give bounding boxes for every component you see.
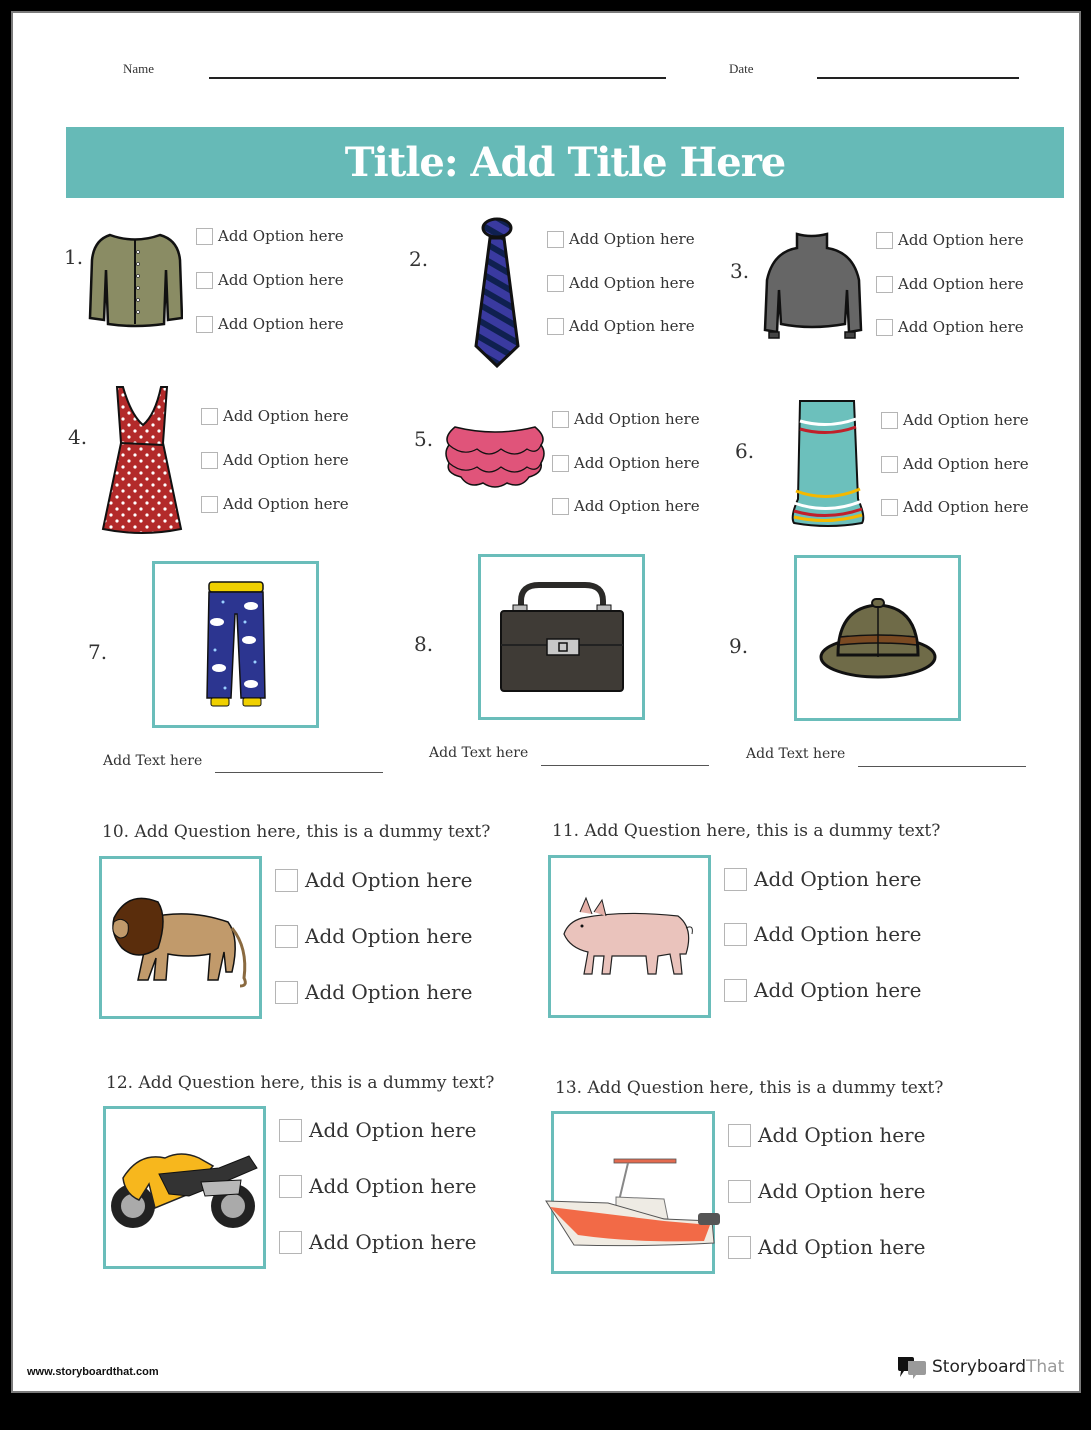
option-3-1[interactable]: Add Option here [876, 231, 1024, 249]
checkbox[interactable] [724, 979, 747, 1002]
checkbox[interactable] [728, 1124, 751, 1147]
option-11-2[interactable]: Add Option here [724, 922, 921, 946]
option-12-1[interactable]: Add Option here [279, 1118, 476, 1142]
item-number: 7. [88, 640, 108, 664]
option-12-3[interactable]: Add Option here [279, 1230, 476, 1254]
question-11: 11. Add Question here, this is a dummy text? [552, 821, 941, 841]
question-13: 13. Add Question here, this is a dummy text? [555, 1078, 944, 1098]
option-11-1[interactable]: Add Option here [724, 867, 921, 891]
checkbox[interactable] [552, 411, 569, 428]
option-5-1[interactable]: Add Option here [552, 410, 700, 428]
option-1-2[interactable]: Add Option here [196, 271, 344, 289]
tie-image [472, 216, 522, 368]
option-4-3[interactable]: Add Option here [201, 495, 349, 513]
checkbox[interactable] [876, 276, 893, 293]
checkbox[interactable] [552, 498, 569, 515]
option-2-3[interactable]: Add Option here [547, 317, 695, 335]
ruffle-skirt-image [443, 423, 548, 491]
option-5-2[interactable]: Add Option here [552, 454, 700, 472]
item-number: 6. [735, 439, 755, 463]
checkbox[interactable] [881, 499, 898, 516]
teal-skirt-image [788, 399, 868, 529]
dress-image [101, 385, 183, 535]
checkbox[interactable] [881, 412, 898, 429]
checkbox[interactable] [724, 923, 747, 946]
footer-url: www.storyboardthat.com [27, 1366, 159, 1378]
checkbox[interactable] [275, 981, 298, 1004]
answer-line-8[interactable] [541, 765, 709, 766]
question-12: 12. Add Question here, this is a dummy text? [106, 1073, 495, 1093]
option-5-3[interactable]: Add Option here [552, 497, 700, 515]
date-label: Date [729, 61, 754, 76]
pajama-pants-frame [152, 561, 319, 728]
option-13-3[interactable]: Add Option here [728, 1235, 925, 1259]
checkbox[interactable] [201, 496, 218, 513]
brand-that: That [1026, 1357, 1065, 1377]
checkbox[interactable] [279, 1175, 302, 1198]
option-1-1[interactable]: Add Option here [196, 227, 344, 245]
checkbox[interactable] [279, 1119, 302, 1142]
page-title: Title: Add Title Here [344, 139, 786, 186]
option-2-2[interactable]: Add Option here [547, 274, 695, 292]
pith-helmet-frame [794, 555, 961, 721]
checkbox[interactable] [876, 319, 893, 336]
checkbox[interactable] [196, 228, 213, 245]
item-number: 9. [729, 634, 749, 658]
motorcycle-frame [103, 1106, 266, 1269]
name-input-line[interactable] [209, 77, 666, 79]
checkbox[interactable] [547, 318, 564, 335]
checkbox[interactable] [552, 455, 569, 472]
option-3-3[interactable]: Add Option here [876, 318, 1024, 336]
item-number: 5. [414, 427, 434, 451]
checkbox[interactable] [196, 316, 213, 333]
checkbox[interactable] [275, 869, 298, 892]
item-number: 1. [64, 245, 84, 269]
name-label: Name [123, 61, 155, 76]
option-6-2[interactable]: Add Option here [881, 455, 1029, 473]
option-2-1[interactable]: Add Option here [547, 230, 695, 248]
option-10-2[interactable]: Add Option here [275, 924, 472, 948]
checkbox[interactable] [201, 452, 218, 469]
item-number: 8. [414, 632, 434, 656]
option-4-2[interactable]: Add Option here [201, 451, 349, 469]
checkbox[interactable] [547, 231, 564, 248]
item-number: 3. [730, 259, 750, 283]
fill-label: Add Text here [746, 746, 846, 762]
pig-frame [548, 855, 711, 1018]
option-13-2[interactable]: Add Option here [728, 1179, 925, 1203]
option-1-3[interactable]: Add Option here [196, 315, 344, 333]
fill-label: Add Text here [429, 745, 529, 761]
speech-bubbles-icon [896, 1355, 928, 1379]
checkbox[interactable] [275, 925, 298, 948]
option-4-1[interactable]: Add Option here [201, 407, 349, 425]
date-input-line[interactable] [817, 77, 1019, 79]
checkbox[interactable] [724, 868, 747, 891]
option-10-1[interactable]: Add Option here [275, 868, 472, 892]
brand-storyboard: Storyboard [932, 1357, 1026, 1377]
title-banner [66, 127, 1064, 198]
option-12-2[interactable]: Add Option here [279, 1174, 476, 1198]
option-3-2[interactable]: Add Option here [876, 275, 1024, 293]
lion-frame [99, 856, 262, 1019]
answer-line-9[interactable] [858, 766, 1026, 767]
fill-label: Add Text here [103, 753, 203, 769]
checkbox[interactable] [547, 275, 564, 292]
question-10: 10. Add Question here, this is a dummy text? [102, 822, 491, 842]
checkbox[interactable] [728, 1236, 751, 1259]
checkbox[interactable] [201, 408, 218, 425]
storyboardthat-logo [896, 1355, 1064, 1379]
cardigan-image [88, 230, 183, 328]
option-6-1[interactable]: Add Option here [881, 411, 1029, 429]
briefcase-frame [478, 554, 645, 720]
checkbox[interactable] [876, 232, 893, 249]
option-10-3[interactable]: Add Option here [275, 980, 472, 1004]
checkbox[interactable] [728, 1180, 751, 1203]
checkbox[interactable] [279, 1231, 302, 1254]
option-11-3[interactable]: Add Option here [724, 978, 921, 1002]
option-6-3[interactable]: Add Option here [881, 498, 1029, 516]
sweater-image [761, 230, 863, 344]
answer-line-7[interactable] [215, 772, 383, 773]
checkbox[interactable] [881, 456, 898, 473]
item-number: 4. [68, 425, 88, 449]
boat-image [544, 1157, 722, 1249]
option-13-1[interactable]: Add Option here [728, 1123, 925, 1147]
item-number: 2. [409, 247, 429, 271]
checkbox[interactable] [196, 272, 213, 289]
